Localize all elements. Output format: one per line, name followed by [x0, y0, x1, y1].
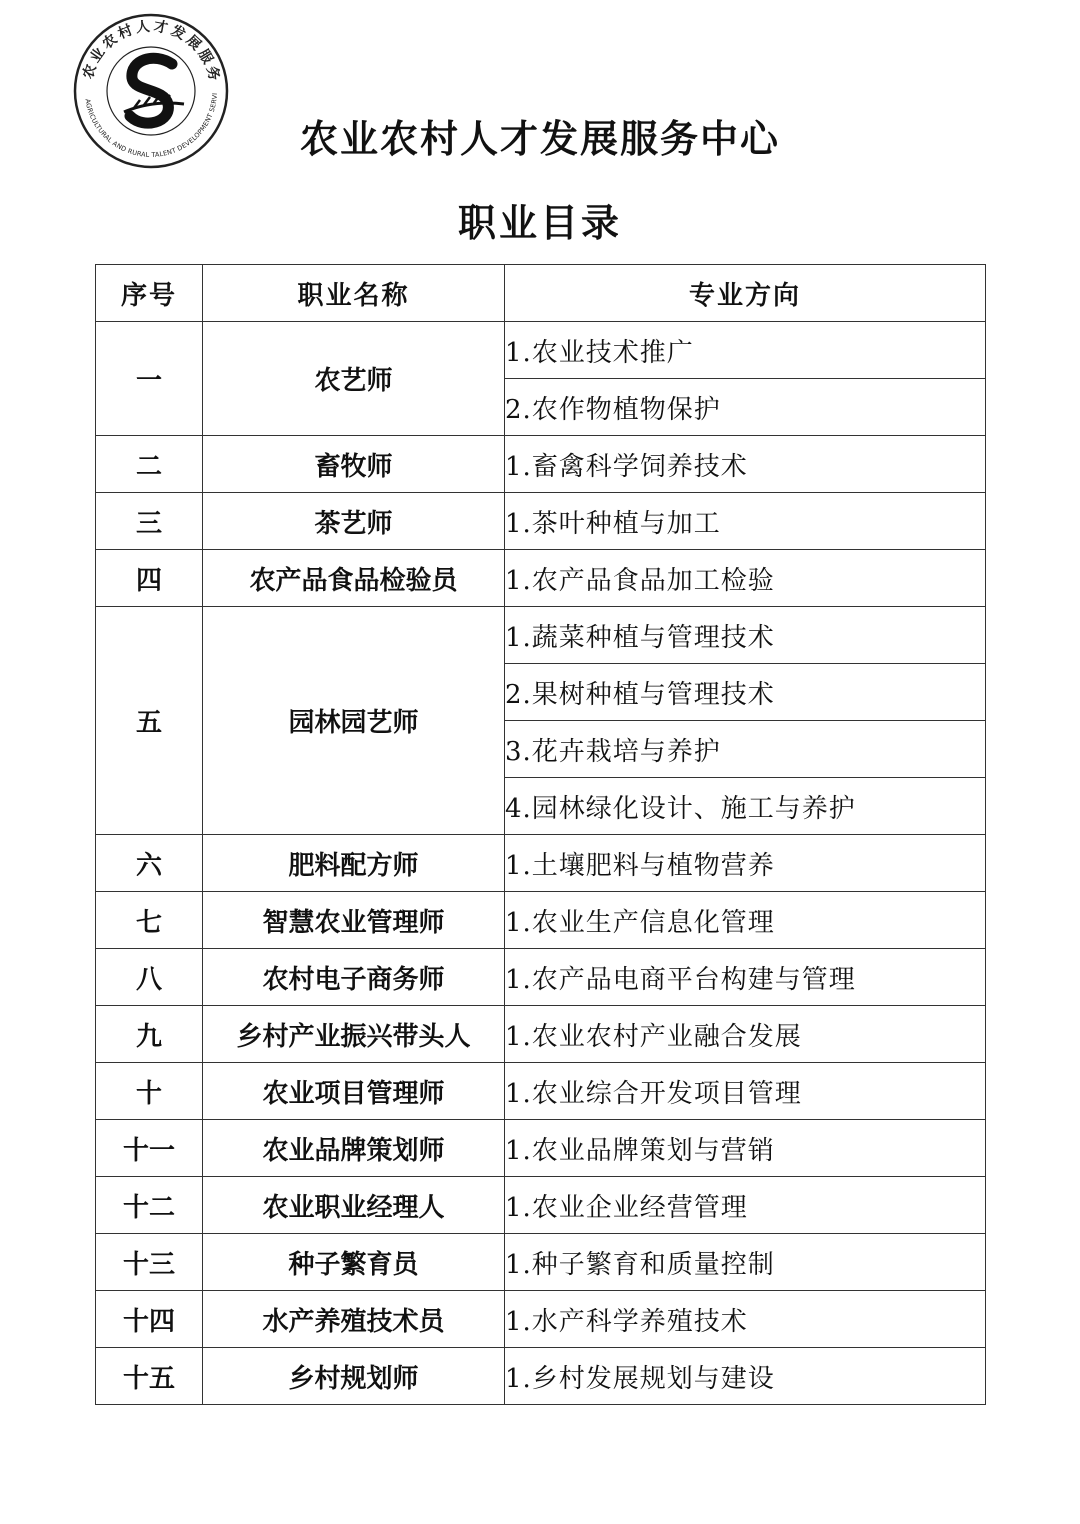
row-number: 四 — [96, 550, 203, 607]
table-header-row — [96, 265, 986, 322]
table-row — [96, 1120, 986, 1177]
occupation-name: 水产养殖技术员 — [203, 1291, 505, 1348]
table-row — [96, 835, 986, 892]
specialization-item: 1.乡村发展规划与建设 — [505, 1348, 986, 1405]
occupation-name: 畜牧师 — [203, 436, 505, 493]
specialization-item: 1.种子繁育和质量控制 — [505, 1234, 986, 1291]
table-row — [96, 949, 986, 1006]
table-row — [96, 1177, 986, 1234]
column-header-occupation: 职业名称 — [203, 265, 505, 322]
specialization-item: 1.茶叶种植与加工 — [505, 493, 986, 550]
table-row — [96, 892, 986, 949]
specialization-item: 1.农业综合开发项目管理 — [505, 1063, 986, 1120]
table-row — [96, 1348, 986, 1405]
occupation-name: 乡村规划师 — [203, 1348, 505, 1405]
occupation-name: 农艺师 — [203, 322, 505, 436]
seal-cn-text: 农业农村人才发展服务 — [80, 18, 223, 86]
row-number: 十二 — [96, 1177, 203, 1234]
specialization-item: 1.蔬菜种植与管理技术 — [505, 607, 986, 664]
occupation-name: 农业职业经理人 — [203, 1177, 505, 1234]
occupation-name: 农村电子商务师 — [203, 949, 505, 1006]
table-body — [96, 322, 986, 1405]
occupation-name: 农业项目管理师 — [203, 1063, 505, 1120]
row-number: 十三 — [96, 1234, 203, 1291]
occupation-name: 智慧农业管理师 — [203, 892, 505, 949]
table-row — [96, 1063, 986, 1120]
occupation-name: 农产品食品检验员 — [203, 550, 505, 607]
table-row — [96, 1291, 986, 1348]
svg-text:农业农村人才发展服务中心 — [72, 12, 224, 85]
row-number: 五 — [96, 607, 203, 835]
specialization-item: 1.农业农村产业融合发展 — [505, 1006, 986, 1063]
row-number: 二 — [96, 436, 203, 493]
table-row — [96, 550, 986, 607]
specialization-item: 2.果树种植与管理技术 — [505, 664, 986, 721]
specialization-item: 1.农业企业经营管理 — [505, 1177, 986, 1234]
specialization-item: 1.畜禽科学饲养技术 — [505, 436, 986, 493]
row-number: 八 — [96, 949, 203, 1006]
specialization-item: 1.农产品电商平台构建与管理 — [505, 949, 986, 1006]
table-row — [96, 436, 986, 493]
table-row — [96, 607, 986, 664]
occupation-name: 肥料配方师 — [203, 835, 505, 892]
table-row — [96, 1006, 986, 1063]
specialization-item: 4.园林绿化设计、施工与养护 — [505, 778, 986, 835]
organization-title: 农业农村人才发展服务中心 — [299, 117, 780, 161]
row-number: 十四 — [96, 1291, 203, 1348]
specialization-item: 1.农业生产信息化管理 — [505, 892, 986, 949]
table-row — [96, 322, 986, 379]
occupation-catalog-table — [95, 264, 986, 1405]
row-number: 九 — [96, 1006, 203, 1063]
occupation-name: 园林园艺师 — [203, 607, 505, 835]
row-number: 十 — [96, 1063, 203, 1120]
column-header-specialization: 专业方向 — [505, 265, 986, 322]
specialization-item: 1.农产品食品加工检验 — [505, 550, 986, 607]
table-row — [96, 493, 986, 550]
occupation-name: 农业品牌策划师 — [203, 1120, 505, 1177]
specialization-item: 3.花卉栽培与养护 — [505, 721, 986, 778]
row-number: 三 — [96, 493, 203, 550]
row-number: 一 — [96, 322, 203, 436]
row-number: 十五 — [96, 1348, 203, 1405]
occupation-name: 种子繁育员 — [203, 1234, 505, 1291]
specialization-item: 2.农作物植物保护 — [505, 379, 986, 436]
occupation-name: 乡村产业振兴带头人 — [203, 1006, 505, 1063]
specialization-item: 1.农业技术推广 — [505, 322, 986, 379]
specialization-item: 1.农业品牌策划与营销 — [505, 1120, 986, 1177]
specialization-item: 1.土壤肥料与植物营养 — [505, 835, 986, 892]
row-number: 六 — [96, 835, 203, 892]
row-number: 七 — [96, 892, 203, 949]
document-title: 职业目录 — [457, 201, 622, 245]
seal-en-text: AGRICULTURAL AND RURAL TALENT DEVELOPMENT SERVI — [83, 92, 219, 160]
column-header-number: 序号 — [96, 265, 203, 322]
table-row — [96, 1234, 986, 1291]
specialization-item: 1.水产科学养殖技术 — [505, 1291, 986, 1348]
row-number: 十一 — [96, 1120, 203, 1177]
occupation-name: 茶艺师 — [203, 493, 505, 550]
